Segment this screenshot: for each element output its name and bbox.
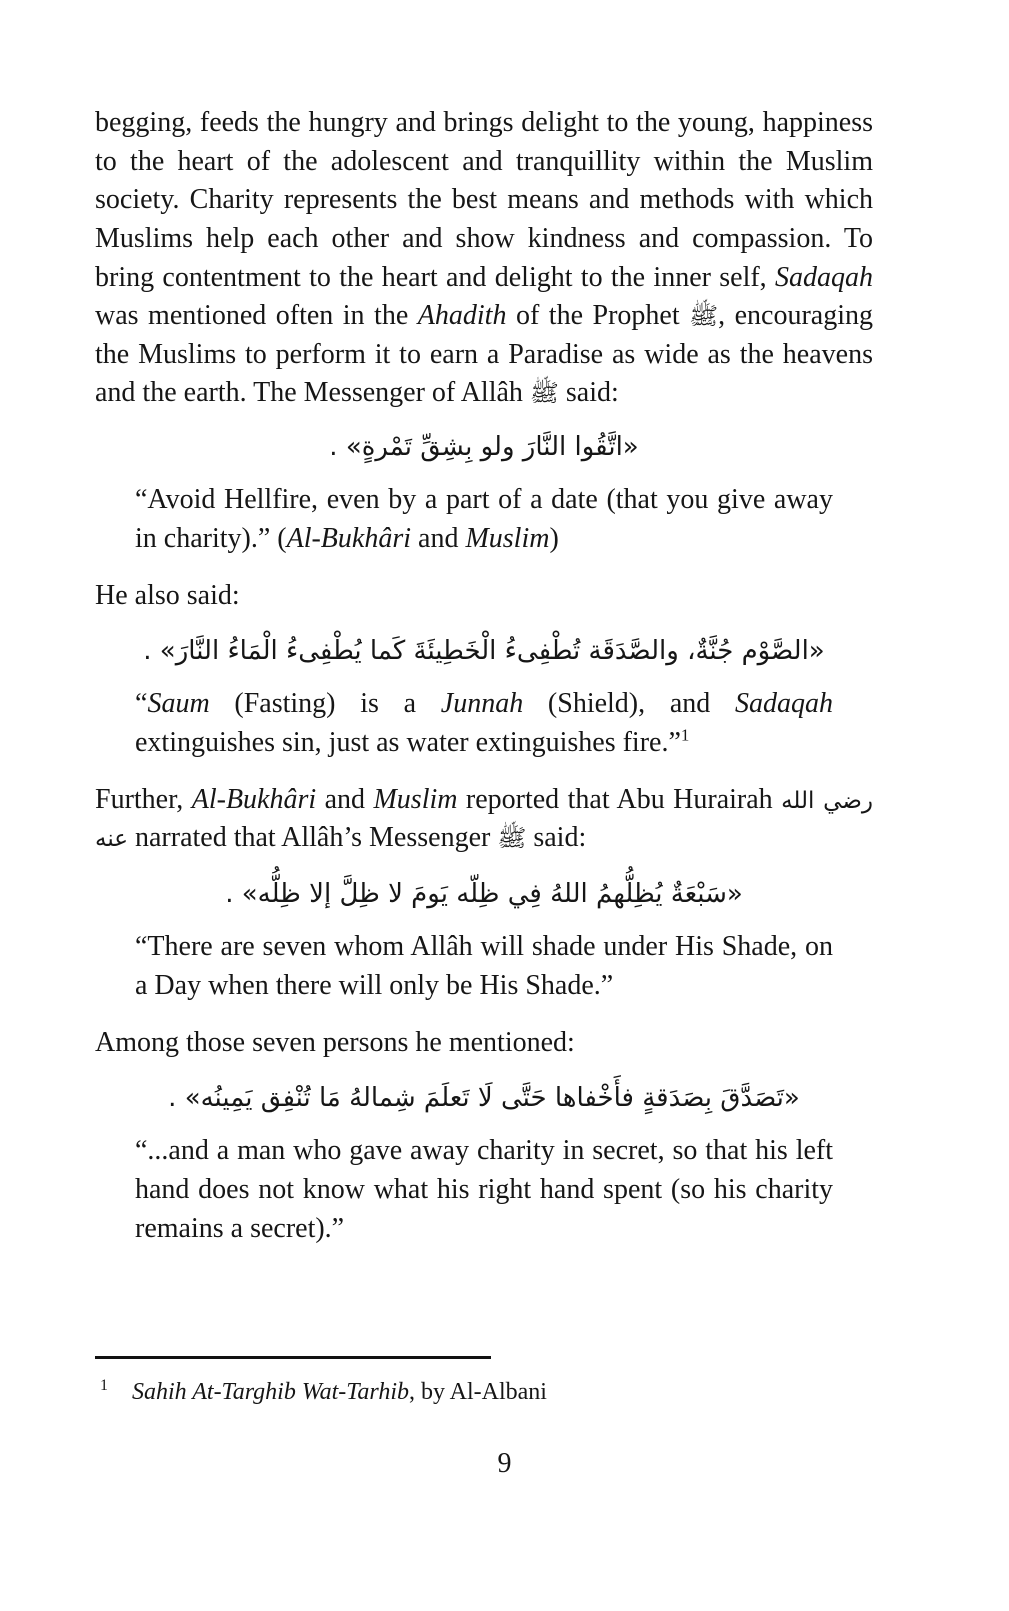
- arabic-hadith-2: «الصَّوْم جُنَّةٌ، والصَّدَقَة تُطْفِىءُ الْخَطِيئَةَ كَما يُطْفِىءُ الْمَاءُ النَّارَ» .: [143, 636, 825, 667]
- paragraph-text: , encouraging the Muslims to perform it to earn a Paradise as wide as the heavens and the earth. The Messenger of Allâh: [95, 300, 873, 409]
- hadith-translation-1: [135, 481, 833, 558]
- paragraph-text: and: [316, 783, 374, 815]
- source-bukhari: Al-Bukhâri: [191, 783, 317, 815]
- source-bukhari: Al-Bukhâri: [286, 522, 412, 554]
- text-block: [95, 104, 873, 1266]
- hadith-translation-4: “...and a man who gave away charity in secret, so that his left hand does not know what his right hand spent (so his charity remains a secret).”: [135, 1135, 833, 1244]
- quote-text: “: [135, 688, 148, 720]
- footnote-divider: [95, 1356, 491, 1359]
- paragraph-text: narrated that Allâh’s Messenger: [128, 822, 498, 854]
- quote-text: and: [411, 522, 466, 554]
- quote-text: ): [549, 522, 559, 554]
- paragraph-further: [95, 781, 873, 858]
- quote-text: “Avoid Hellfire, even by a part of a date (that you give away in charity).” (: [135, 484, 833, 554]
- footnote-book-title: Sahih At-Targhib Wat-Tarhib: [132, 1379, 409, 1405]
- paragraph-among-seven: Among those seven persons he mentioned:: [95, 1026, 575, 1058]
- paragraph-he-also-said: He also said:: [95, 579, 240, 611]
- quote-text: extinguishes sin, just as water extinguishes fire.”: [135, 727, 681, 759]
- paragraph-text: Further,: [95, 783, 192, 815]
- arabic-hadith-1: «اتَّقُوا النَّارَ ولو بِشِقِّ تَمْرةٍ» .: [329, 432, 639, 462]
- term-junnah: Junnah: [440, 688, 524, 720]
- footnote-author: , by Al-Albani: [408, 1379, 547, 1405]
- quote-text: (Shield), and: [523, 688, 735, 720]
- paragraph-text: said:: [526, 822, 587, 854]
- arabic-hadith-4: «تَصَدَّقَ بِصَدَقةٍ فأَخْفاها حَتَّى لَا تَعلَمَ شِمالهُ مَا تُنْفِق يَمِينُه» .: [168, 1083, 800, 1114]
- hadith-translation-3: “There are seven whom Allâh will shade under His Shade, on a Day when there will only be His Shade.”: [135, 931, 833, 1001]
- paragraph-text: reported that Abu Hurairah: [457, 783, 782, 815]
- salawat-symbol: ﷺ: [689, 302, 719, 331]
- paragraph-text: was mentioned often in the: [95, 300, 418, 332]
- term-sadaqah: Sadaqah: [735, 688, 833, 720]
- paragraph-text: said:: [558, 377, 619, 409]
- hadith-translation-2: [135, 685, 833, 762]
- source-muslim: Muslim: [465, 522, 550, 554]
- paragraph-intro: [95, 104, 873, 413]
- source-muslim: Muslim: [373, 783, 458, 815]
- footnote-marker: 1: [100, 1377, 108, 1394]
- arabic-hadith-3: «سَبْعَةٌ يُظِلُّهمُ اللهُ فِي ظِلّه يَومَ لا ظِلَّ إلا ظِلُّه» .: [225, 878, 743, 909]
- paragraph-text: of the Prophet: [506, 300, 690, 332]
- radiallahu-anhu-phrase: رضي الله عنه: [95, 787, 873, 853]
- quote-text: (Fasting) is a: [209, 688, 441, 720]
- page-number: 9: [497, 1448, 512, 1479]
- salawat-symbol: ﷺ: [497, 824, 527, 853]
- footnote: [95, 1375, 855, 1408]
- footnote-reference: 1: [680, 725, 690, 745]
- term-sadaqah: Sadaqah: [775, 261, 873, 293]
- paragraph-text: begging, feeds the hungry and brings delight to the young, happiness to the heart of the adolescent and tranquillity within the Muslim society. Charity represents the best means and methods with which Muslims help each other and show kindness and compassion. To bring contentment to the heart and delight to the inner self,: [95, 107, 873, 293]
- term-saum: Saum: [147, 688, 210, 720]
- term-ahadith: Ahadith: [417, 300, 507, 332]
- salawat-symbol: ﷺ: [529, 379, 559, 408]
